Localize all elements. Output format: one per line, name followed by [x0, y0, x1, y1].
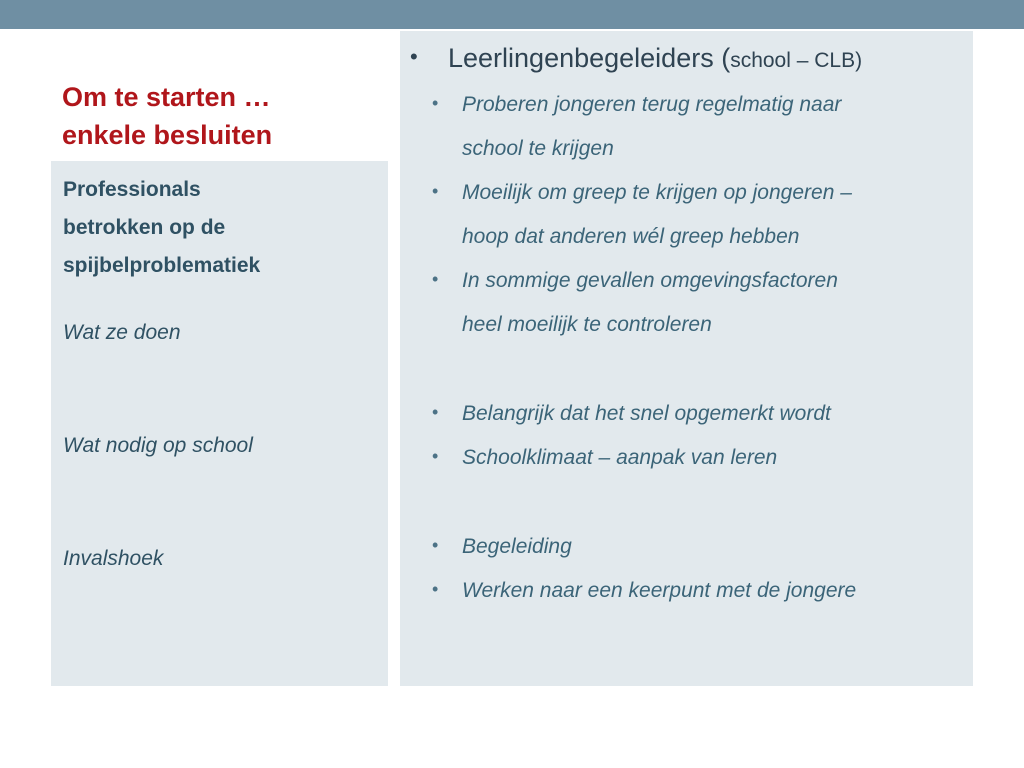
bullet-icon: •: [432, 269, 439, 289]
title-line-1: Om te starten …: [62, 82, 271, 112]
bullet-icon: •: [432, 181, 439, 201]
sub-bullet: [432, 93, 842, 117]
bullet-icon: •: [432, 446, 439, 466]
top-bar: [0, 0, 1024, 29]
bullet-icon: •: [410, 44, 418, 69]
main-bullet-label: Leerlingenbegeleiders (: [448, 43, 731, 73]
sub-bullet: [432, 402, 831, 426]
sub-bullet-text: Moeilijk om greep te krijgen op jongeren –: [462, 181, 852, 204]
sub-bullet-text: Werken naar een keerpunt met de jongere: [462, 579, 857, 602]
sub-bullet-text: Schoolklimaat – aanpak van leren: [462, 446, 778, 469]
heading-line: betrokken op de: [63, 216, 226, 239]
sub-bullet: [432, 181, 852, 205]
main-bullet-small: school – CLB): [730, 49, 863, 72]
right-panel: [400, 31, 973, 686]
heading-line: Professionals: [63, 178, 201, 201]
heading-line: spijbelproblematiek: [63, 254, 261, 277]
sub-bullet-text: In sommige gevallen omgevingsfactoren: [462, 269, 838, 292]
bullet-icon: •: [432, 535, 439, 555]
left-item-wat-nodig: Wat nodig op school: [63, 434, 253, 457]
sub-bullet: [432, 579, 857, 603]
main-bullet: [410, 43, 862, 74]
sub-bullet: [432, 535, 572, 559]
left-item-wat-ze-doen: Wat ze doen: [63, 321, 181, 344]
sub-bullet-continuation: heel moeilijk te controleren: [462, 313, 712, 336]
left-panel: [51, 161, 388, 686]
bullet-icon: •: [432, 402, 439, 422]
sub-bullet-text: Begeleiding: [462, 535, 572, 558]
left-item-invalshoek: Invalshoek: [63, 547, 164, 570]
sub-bullet-text: Proberen jongeren terug regelmatig naar: [462, 93, 842, 116]
slide-title: [62, 78, 382, 154]
sub-bullet-continuation: hoop dat anderen wél greep hebben: [462, 225, 800, 248]
sub-bullet-continuation: school te krijgen: [462, 137, 614, 160]
title-line-2: enkele besluiten: [62, 120, 273, 150]
bullet-icon: •: [432, 579, 439, 599]
sub-bullet: [432, 269, 838, 293]
left-panel-heading: [63, 171, 378, 285]
sub-bullet-text: Belangrijk dat het snel opgemerkt wordt: [462, 402, 831, 425]
sub-bullet: [432, 446, 778, 470]
bullet-icon: •: [432, 93, 439, 113]
